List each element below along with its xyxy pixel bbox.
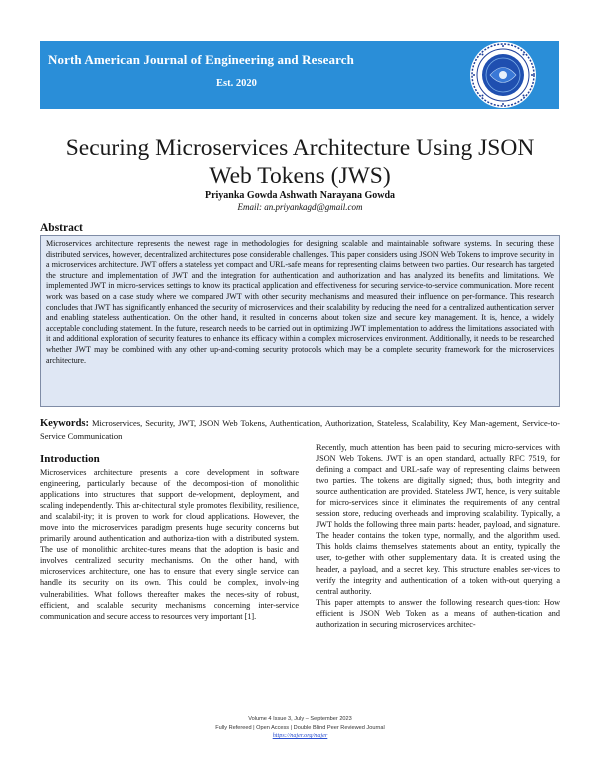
abstract-box: Microservices architecture represents the newest rage in methodologies for designing scalable and maintainable software systems. In securing these distributed services, however, decentralized architectures pose considerable challenges. This paper considers using JSON Web Tokens to improve security in a microservices architecture. JWT offers a stateless yet compact and URL-safe means for representing claims between two parties. Our research has targeted the structure and implementation of JWT and the integration for authentication and authorization and has analyzed its benefits and limitations. We implemented JWT in micro-services settings to know its practical application and effectiveness for securing service-to-service communication. More recent work was based on a case study where we compared JWT with other security mechanisms and measured their influence on per-formance. This research concludes that JWT has significantly enhanced the security of microservices and their scalability by reducing the need for a centralized authentication server and enabling stateless authentication. On the other hand, it resulted in concerns about token size and secure key management. It is, hence, a widely acceptable concluding statement. In the future, research needs to be carried out in optimizing JWT implementation to address the limitations associated with it and additional exploration of security features to enhance its efficacy within a complex microservices environment. Additionally, it needs to be researched whether JWT may be combined with any other up-and-coming security protocols which may be a complete security framework for the microservices architecture.	[40, 235, 560, 407]
introduction-paragraph-2: Recently, much attention has been paid to securing micro-services with JSON Web Tokens. JWT is an open standard, actually RFC 7519, for defining a compact and URL-safe way of representing claims between two parties. The tokens are digitally signed; thus, both integrity and source authentication are provided. Stateless JWT, hence, is very suitable for micro-services since it eliminates the requirements of any central session store, reducing overheads and improving scalability. Typically, a JWT holds the following three main parts: header, payload, and signature. The header contains the token type, normally, and the algorithm used. This holds claims themselves statements about an entity, typically the user, to-gether with other supplementary data. It is created using the header, a payload, and a secret key. This structure enables ser-vices to verify the integrity and authentication of a token with-out querying a central authority.	[316, 443, 560, 596]
journal-name: North American Journal of Engineering and Research	[48, 52, 354, 67]
footer-volume: Volume 4 Issue 3, July – September 2023	[248, 716, 352, 722]
abstract-heading: Abstract	[40, 222, 83, 234]
keywords	[40, 417, 560, 442]
footer-refereed: Fully Refereed | Open Access | Double Blind Peer Reviewed Journal	[215, 724, 385, 731]
introduction-left-column	[40, 453, 299, 622]
paper-title	[40, 134, 560, 190]
introduction-heading: Introduction	[40, 453, 100, 465]
keywords-label: Keywords:	[40, 418, 89, 429]
journal-established: Est. 2020	[216, 78, 257, 89]
introduction-paragraph-1: Microservices architecture presents a core development in software engineering, particularly because of the decomposi-tion of monolithic applications into structures that support de-velopment, deployment, and scaling independently. This ar-chitectural style promotes flexibility, resilience, and scalabil-ity; it is proven to work for cloud applications. However, the move into the microservices paradigm presents huge security concerns but primarily around authentication and authoriza-tion with a distributed system. The use of monolithic architec-tures means that the adoption is basic and involves centralized security mechanisms. On the other hand, with microservices architecture, one has to ensure that every single service can handle its security on its own. This could be complex, involv-ing vulnerabilities. What follows thereafter makes the neces-sity of robust, efficient, and scalable security mechanisms concerning inter-service communication and secure access to resources very important [1].	[40, 468, 299, 621]
page-footer	[0, 715, 600, 741]
paper-title-line-1: Securing Microservices Architecture Using JSON	[65, 135, 535, 161]
keywords-list: Microservices, Security, JWT, JSON Web Tokens, Authentication, Authorization, Stateless, Scalability, Key Man-agement, Service-to-Service Communication	[40, 418, 560, 441]
introduction-paragraph-3: This paper attempts to answer the following research ques-tion: How efficient is JSON Web Token as a means of authen-tication and authorization in securing microservices architec-	[316, 597, 560, 629]
paper-title-line-2: Web Tokens (JWS)	[209, 163, 391, 189]
introduction-right-column	[316, 442, 560, 630]
journal-seal-icon	[468, 40, 538, 110]
author-name: Priyanka Gowda Ashwath Narayana Gowda	[204, 190, 396, 201]
author-email: Email: an.priyankagd@gmail.com	[237, 202, 363, 212]
footer-url-link[interactable]: https://najer.org/najer	[272, 732, 328, 740]
